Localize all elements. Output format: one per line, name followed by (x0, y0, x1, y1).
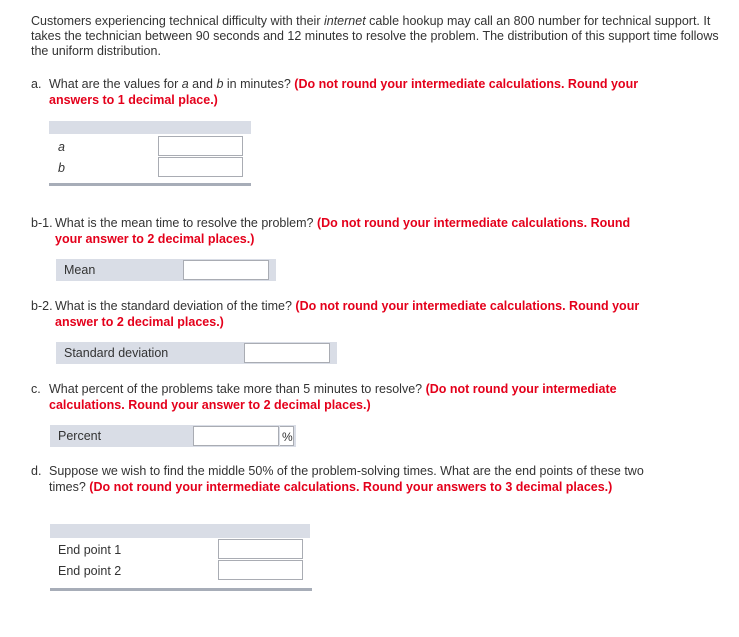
question-d-text (49, 463, 661, 495)
qc-text: What percent of the problems take more than 5 minutes to resolve? (49, 382, 426, 396)
qb1-instruction: (Do not round your intermediate calculations. Round your answer to 2 decimal places.) (55, 216, 631, 246)
endpoint2-label: End point 2 (58, 564, 122, 578)
qb1-text: What is the mean time to resolve the problem? (55, 216, 317, 230)
problem-statement (31, 14, 721, 59)
row-a-label: a (58, 140, 65, 154)
endpoint2-input[interactable] (218, 560, 303, 580)
table-d-header (50, 524, 310, 538)
question-b2-text (55, 298, 651, 330)
question-c-text (49, 381, 671, 413)
question-c-prefix: c. (31, 382, 41, 396)
question-b2-prefix: b-2. (31, 299, 53, 313)
question-d (31, 463, 661, 495)
qd-instruction: (Do not round your intermediate calculations. Round your answers to 3 decimal places.) (89, 480, 613, 494)
question-b1 (31, 215, 651, 247)
question-b2 (31, 298, 651, 330)
percent-label: Percent (58, 429, 102, 443)
qa-text2: and (188, 77, 217, 91)
question-a-text (49, 76, 651, 108)
mean-input[interactable] (183, 260, 269, 280)
qa-text1: What are the values for (49, 77, 182, 91)
question-a (31, 76, 651, 108)
qd-text: Suppose we wish to find the middle 50% of the problem-solving times. What are the end points of these two times? (49, 464, 644, 494)
sd-input[interactable] (244, 343, 330, 363)
percent-input[interactable] (193, 426, 279, 446)
question-d-prefix: d. (31, 464, 42, 478)
qa-var-b: b (216, 77, 224, 91)
sd-label: Standard deviation (64, 346, 169, 360)
table-a-header (49, 121, 251, 134)
qb2-instruction: (Do not round your intermediate calculations. Round your answer to 2 decimal places.) (55, 299, 640, 329)
row-b-label: b (58, 161, 65, 175)
question-b1-prefix: b-1. (31, 216, 53, 230)
question-a-prefix: a. (31, 77, 42, 91)
percent-unit: % (282, 430, 293, 444)
question-c (31, 381, 671, 413)
intro-text-1: Customers experiencing technical difficulty with their (31, 14, 324, 28)
qc-instruction: (Do not round your intermediate calculations. Round your answer to 2 decimal places.) (49, 382, 617, 412)
a-input[interactable] (158, 136, 243, 156)
intro-italic-word: internet (323, 14, 366, 28)
question-b1-text (55, 215, 651, 247)
qa-instruction: (Do not round your intermediate calculations. Round your answers to 1 decimal place.) (49, 77, 639, 107)
intro-text-2: cable hookup may call an 800 number for technical support. It takes the technician between 90 seconds and 12 minutes to resolve the problem. The distribution of this support time follows the uniform distribution. (31, 14, 719, 58)
mean-label: Mean (64, 263, 96, 277)
table-a-bottom-border (49, 183, 251, 186)
b-input[interactable] (158, 157, 243, 177)
qa-var-a: a (181, 77, 189, 91)
endpoint1-input[interactable] (218, 539, 303, 559)
table-d-bottom-border (50, 588, 312, 591)
qb2-text: What is the standard deviation of the time? (55, 299, 296, 313)
qa-text3: in minutes? (223, 77, 295, 91)
endpoint1-label: End point 1 (58, 543, 122, 557)
